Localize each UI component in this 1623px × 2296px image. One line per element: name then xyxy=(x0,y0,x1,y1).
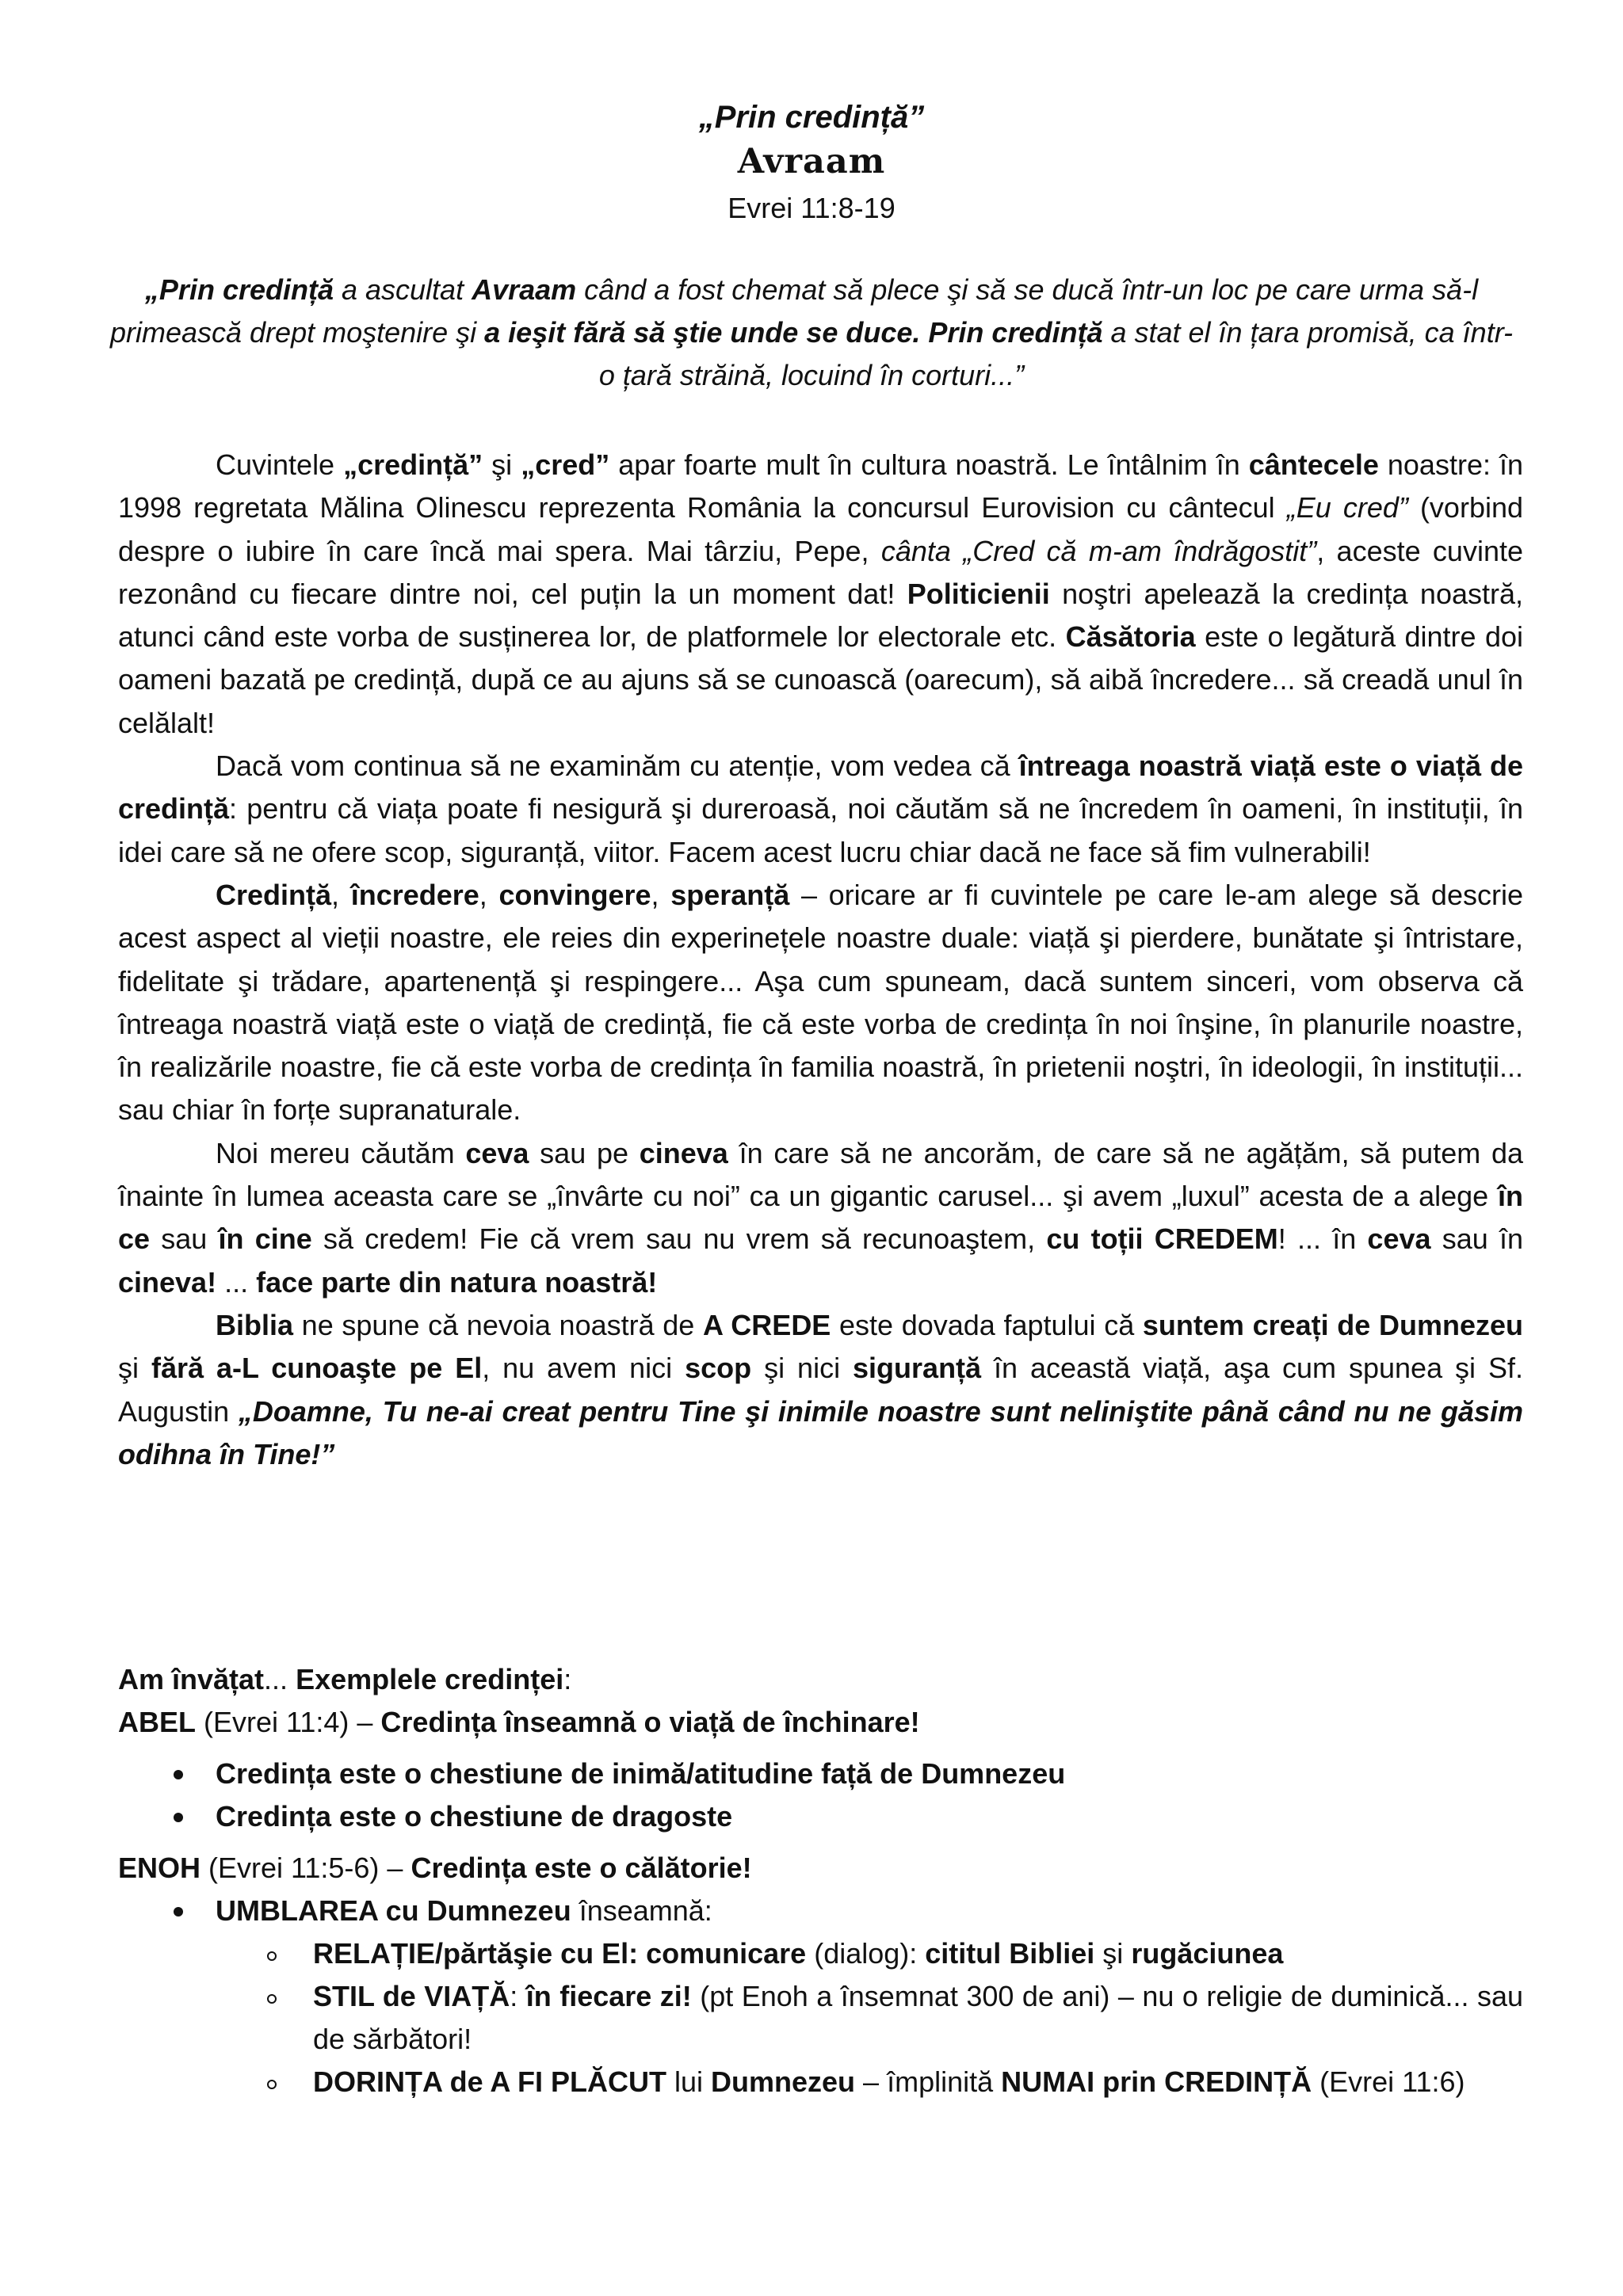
abel-list xyxy=(118,1753,1523,1838)
list-item: UMBLAREA cu Dumnezeu înseamnă: xyxy=(118,1890,1523,1932)
scripture-quote: „Prin credință a ascultat Avraam când a fost chemat să plece şi să se ducă într-un loc pe care urma să-l primească drept moştenire şi a ieşit fără să ştie unde se duce. Prin credință a stat el în țara promisă, ca într-o țară străină, locuind în corturi...” xyxy=(109,273,1514,391)
main-body xyxy=(118,444,1523,1476)
sublist-item-relatie: RELAȚIE/părtăşie cu El: comunicare (dialog): cititul Bibliei şi rugăciunea xyxy=(118,1932,1523,1975)
list-item: Credința este o chestiune de inimă/atitudine față de Dumnezeu xyxy=(118,1753,1523,1795)
abel-heading: ABEL (Evrei 11:4) – Credința înseamnă o viață de închinare! xyxy=(118,1706,920,1738)
enoh-sublist xyxy=(118,1932,1523,2103)
faith-examples-section xyxy=(118,1658,1523,2103)
paragraph-5: Biblia ne spune că nevoia noastră de A CREDE este dovada faptului că suntem creați de Dumnezeu şi fără a-L cunoaşte pe El, nu avem nici scop şi nici siguranță în această viață, aşa cum spunea şi Sf. Augustin „Doamne, Tu ne-ai creat pentru Tine şi inimile noastre sunt neliniştite până când nu ne găsim odihna în Tine!” xyxy=(118,1308,1524,1470)
scripture-reference: Evrei 11:8-19 xyxy=(727,192,896,224)
sublist-item-stil: STIL de VIAȚĂ: în fiecare zi! (pt Enoh a însemnat 300 de ani) – nu o religie de duminică... sau de sărbători! xyxy=(118,1975,1523,2061)
paragraph-3: Credință, încredere, convingere, speranță – oricare ar fi cuvintele pe care le-am alege să descrie acest aspect al vieții noastre, ele reies din experinețele noastre duale: viață şi pierdere, bunătate şi întristare, fidelitate şi trădare, apartenență şi respingere... Aşa cum spuneam, dacă suntem sinceri, vom observa că întreaga noastră viață este o viață de credință, fie că este vorba de credința în noi înşine, în planurile noastre, în realizările noastre, fie că este vorba de credința în familia noastră, în prietenii noştri, în ideologii, în instituții... sau chiar în forțe supranaturale. xyxy=(118,878,1523,1127)
enoh-list xyxy=(118,1890,1523,1932)
enoh-heading: ENOH (Evrei 11:5-6) – Credința este o călătorie! xyxy=(118,1852,752,1884)
paragraph-2: Dacă vom continua să ne examinăm cu atenție, vom vedea că întreaga noastră viață este o viață de credință: pentru că viața poate fi nesigură şi dureroasă, noi căutăm să ne încredem în oameni, în instituții, în idei care să ne ofere scop, siguranță, viitor. Facem acest lucru chiar dacă ne face să fim vulnerabili! xyxy=(118,749,1523,868)
document-title: „Prin credință” xyxy=(698,100,925,135)
list-item: Credința este o chestiune de dragoste xyxy=(118,1795,1523,1838)
paragraph-4: Noi mereu căutăm ceva sau pe cineva în care să ne ancorăm, de care să ne agățăm, să putem da înainte în lumea aceasta care se „învârte cu noi” ca un gigantic carusel... şi avem „luxul” acesta de a alege în ce sau în cine să credem! Fie că vrem sau nu vrem să recunoaştem, cu toții CREDEM! ... în ceva sau în cineva! ... face parte din natura noastră! xyxy=(118,1136,1523,1299)
sublist-item-dorinta: DORINȚA de A FI PLĂCUT lui Dumnezeu – împlinită NUMAI prin CREDINȚĂ (Evrei 11:6) xyxy=(118,2061,1523,2103)
subject-name: Avraam xyxy=(737,142,886,181)
paragraph-1: Cuvintele „credință” şi „cred” apar foarte mult în cultura noastră. Le întâlnim în cântecele noastre: în 1998 regretata Mălina Olinescu reprezenta România la concursul Eurovision cu cântecul „Eu cred” (vorbind despre o iubire în care încă mai spera. Mai târziu, Pepe, cânta „Cred că m-am îndrăgostit”, aceste cuvinte rezonând cu fiecare dintre noi, cel puțin la un moment dat! Politicienii noştri apelează la credința noastră, atunci când este vorba de susținerea lor, de platformele lor electorale etc. Căsătoria este o legătură dintre doi oameni bazată pe credință, după ce au ajuns să se cunoască (oarecum), să aibă încredere... să creadă unul în celălalt! xyxy=(118,448,1524,739)
section-heading: Am învățat... Exemplele credinței: xyxy=(118,1663,572,1695)
